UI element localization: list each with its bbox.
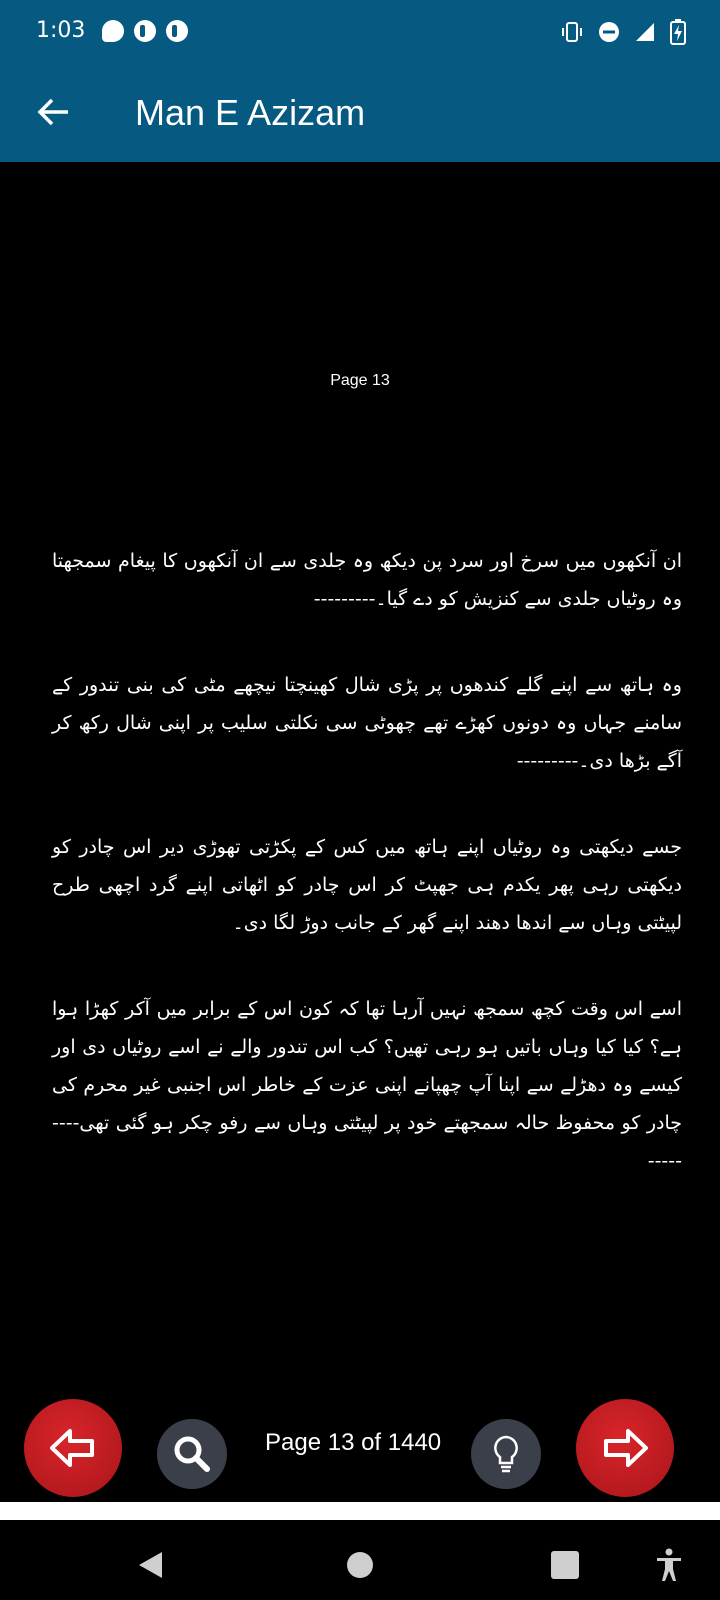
- notification-icon: [134, 20, 156, 42]
- battery-charging-icon: [670, 19, 686, 45]
- app-title: Man E Azizam: [135, 92, 366, 133]
- status-time: 1:03: [36, 18, 86, 43]
- accessibility-icon[interactable]: [654, 1548, 684, 1582]
- paragraph: جسے دیکھتی وہ روٹیاں اپنے ہاتھ میں کس کے پکڑتی تھوڑی دیر اس چادر کو دیکھتی رہی پھر یکدم ہی جھپٹ کر اس چادر کو اٹھاتی اپنے گرد اچھی طرح لپیٹتی وہاں سے اندھا دھند اپنے گھر کے جانب دوڑ لگا دی۔: [52, 836, 682, 934]
- lightbulb-button[interactable]: [471, 1419, 541, 1489]
- nav-recents-icon[interactable]: [551, 1551, 579, 1579]
- back-button[interactable]: [34, 92, 74, 132]
- page-text: [52, 542, 682, 1228]
- signal-icon: [634, 21, 656, 43]
- search-icon: [157, 1419, 227, 1489]
- system-nav-bar: [0, 1520, 720, 1600]
- chat-bubble-icon: [102, 20, 124, 42]
- nav-home-icon[interactable]: [345, 1550, 375, 1580]
- arrow-left-outline-icon: [24, 1399, 122, 1497]
- vibrate-icon: [560, 20, 584, 44]
- next-page-button[interactable]: [576, 1399, 674, 1497]
- reader-page[interactable]: [0, 162, 720, 1398]
- lightbulb-icon: [471, 1419, 541, 1489]
- paragraph: اسے اس وقت کچھ سمجھ نہیں آرہا تھا کہ کون اس کے برابر میں آکر کھڑا ہوا ہے؟ کیا کیا وہاں باتیں ہو رہی تھیں؟ کب اس تندور والے نے اسے روٹیاں دی اور کیسے وہ دھڑلے سے اپنا آپ چھپانے اپنی عزت کے خاطر اس اجنبی غیر محرم کی چادر کو محفوظ حالہ سمجھتے خود پر لپیٹتی وہاں سے رفو چکر ہو گئی تھی---------: [52, 998, 682, 1172]
- previous-page-button[interactable]: [24, 1399, 122, 1497]
- paragraph: ان آنکھوں میں سرخ اور سرد پن دیکھ وہ جلدی سے ان آنکھوں کا پیغام سمجھتا وہ روٹیاں جلدی سے کنزیش کو دے گیا۔---------: [52, 550, 682, 610]
- nav-back-icon[interactable]: [136, 1550, 166, 1580]
- page-indicator: Page 13 of 1440: [265, 1429, 442, 1456]
- divider-strip: [0, 1502, 720, 1520]
- paragraph: وہ ہاتھ سے اپنے گلے کندھوں پر پڑی شال کھینچتا نیچھے مٹی کی بنی تندور کے سامنے جہاں وہ دونوں کھڑے تھے چھوٹی سی نکلتی سلیب پر اپنی شال رکھ کر آگے بڑھا دی۔---------: [52, 674, 682, 772]
- arrow-left-icon: [34, 92, 74, 132]
- do-not-disturb-icon: [598, 21, 620, 43]
- page-label: Page 13: [330, 372, 390, 389]
- notification-icon: [166, 20, 188, 42]
- arrow-right-outline-icon: [576, 1399, 674, 1497]
- status-right-icons: [560, 19, 686, 45]
- app-bar: [0, 64, 720, 162]
- status-left-icons: [102, 20, 188, 42]
- status-bar: [0, 0, 720, 64]
- search-button[interactable]: [157, 1419, 227, 1489]
